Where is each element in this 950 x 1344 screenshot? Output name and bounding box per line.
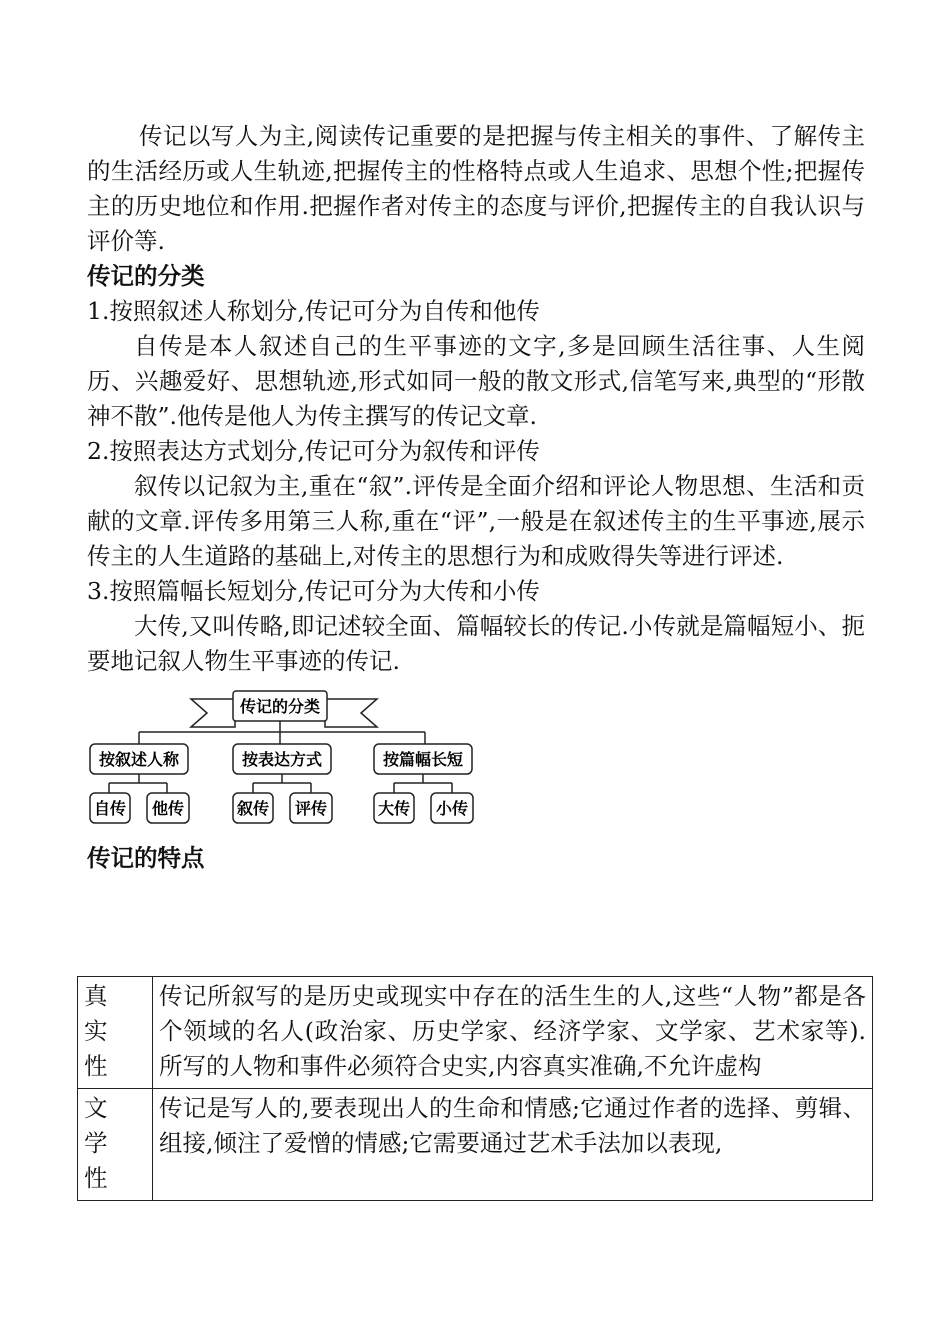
table-row (78, 1089, 873, 1201)
table-row (78, 977, 873, 1089)
leaf-label-5: 大传 (377, 799, 411, 818)
feature-label: 文学性 (78, 1089, 153, 1201)
classification-item-1-text: 自传是本人叙述自己的生平事迹的文字,多是回顾生活往事、人生阅历、兴趣爱好、思想轨迹,形式如同一般的散文形式,信笔写来,典型的“形散神不散”.他传是他人为传主撰写的传记文章. (87, 332, 865, 430)
classification-item-3-text: 大传,又叫传略,即记述较全面、篇幅较长的传记.小传就是篇幅短小、扼要地记叙人物生平事迹的传记. (87, 612, 865, 675)
features-table (77, 976, 873, 1201)
feature-text: 传记所叙写的是历史或现实中存在的活生生的人,这些“人物”都是各个领域的名人(政治家、历史学家、经济学家、文学家、艺术家等).所写的人物和事件必须符合史实,内容真实准确,不允许虚构 (153, 977, 873, 1089)
features-heading: 传记的特点 (87, 844, 205, 872)
feature-label: 真实性 (78, 977, 153, 1089)
classification-heading: 传记的分类 (87, 262, 205, 290)
branch-label-2: 按表达方式 (241, 750, 323, 769)
leaf-label-4: 评传 (294, 799, 328, 818)
leaf-label-3: 叙传 (236, 799, 270, 818)
branch-label-1: 按叙述人称 (98, 750, 180, 769)
classification-item-2-text: 叙传以记叙为主,重在“叙”.评传是全面介绍和评论人物思想、生活和贡献的文章.评传多用第三人称,重在“评”,一般是在叙述传主的生平事迹,展示传主的人生道路的基础上,对传主的思想行为和成败得失等进行评述. (87, 472, 865, 570)
branch-label-3: 按篇幅长短 (382, 750, 464, 769)
classification-tree (87, 689, 487, 837)
leaf-label-1: 自传 (93, 799, 127, 818)
classification-item-1-title: 1.按照叙述人称划分,传记可分为自传和他传 (87, 297, 540, 325)
leaf-label-6: 小传 (435, 799, 469, 818)
document-body (87, 119, 865, 876)
classification-item-2-title: 2.按照表达方式划分,传记可分为叙传和评传 (87, 437, 540, 465)
root-ribbon-left (191, 699, 235, 727)
classification-item-3-title: 3.按照篇幅长短划分,传记可分为大传和小传 (87, 577, 540, 605)
root-label: 传记的分类 (239, 697, 321, 716)
feature-text: 传记是写人的,要表现出人的生命和情感;它通过作者的选择、剪辑、组接,倾注了爱憎的情感;它需要通过艺术手法加以表现, (153, 1089, 873, 1201)
leaf-label-2: 他传 (151, 799, 185, 818)
intro-paragraph: 传记以写人为主,阅读传记重要的是把握与传主相关的事件、了解传主的生活经历或人生轨迹,把握传主的性格特点或人生追求、思想个性;把握传主的历史地位和作用.把握作者对传主的态度与评价,把握传主的自我认识与评价等. (87, 122, 865, 255)
root-ribbon-right (325, 699, 377, 727)
classification-diagram (87, 689, 487, 837)
